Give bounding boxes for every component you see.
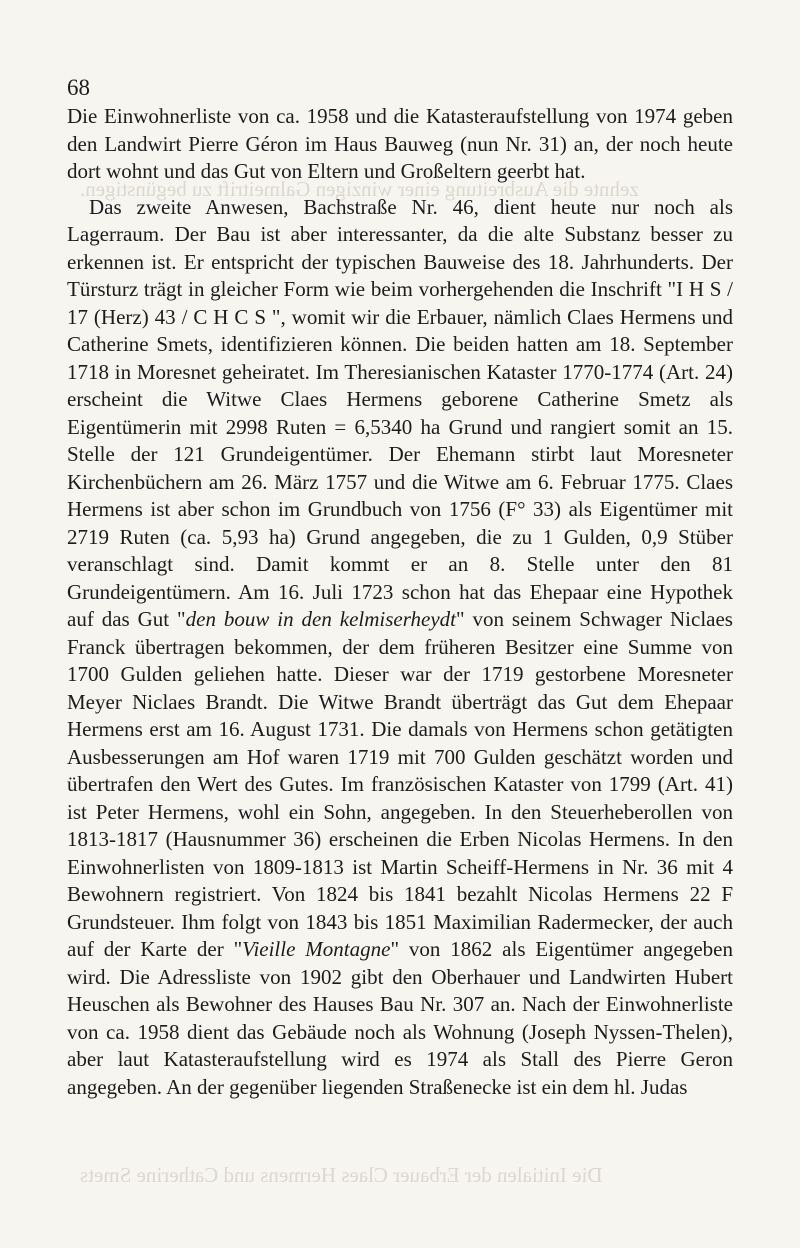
document-page bbox=[67, 74, 733, 1101]
show-through-text-bottom: Die Initialen der Erbauer Claes Hermens und Catherine Smets bbox=[80, 1163, 603, 1187]
show-through-text-top: zehnte die Ausbreitung einer winzigen Galmeitrift zu begünstigen. bbox=[80, 177, 639, 201]
paragraph-1: Die Einwohnerliste von ca. 1958 und die Katasteraufstellung von 1974 geben den Landwirt Pierre Géron im Haus Bauweg (nun Nr. 31) an, der noch heute dort wohnt und das Gut von Eltern und Großeltern geerbt hat. bbox=[67, 104, 733, 183]
paragraph-2 bbox=[67, 194, 733, 1102]
paragraph-2-text-3: " von 1862 als Eigentümer angegeben wird. Die Adressliste von 1902 gibt den Oberhauer und Landwirten Hubert Heuschen als Bewohner des Hauses Bau Nr. 307 an. Nach der Einwohnerliste von ca. 1958 dient das Gebäude noch als Wohnung (Joseph Nyssen-Thelen), aber laut Katasteraufstellung wird es 1974 als Stall des Pierre Geron angegeben. An der gegenüber liegenden Straßenecke ist ein dem hl. Judas bbox=[67, 937, 733, 1099]
paragraph-2-text-2: " von seinem Schwager Niclaes Franck übertragen bekommen, der dem früheren Besitzer eine Summe von 1700 Gulden geliehen hatte. Dieser war der 1719 gestorbene Moresneter Meyer Niclaes Brandt. Die Witwe Brandt überträgt das Gut dem Ehepaar Hermens erst am 16. August 1731. Die damals von Hermens schon getätigten Ausbesserungen am Hof waren 1719 mit 700 Gulden geschätzt worden und übertrafen den Wert des Gutes. Im französischen Kataster von 1799 (Art. 41) ist Peter Hermens, wohl ein Sohn, angegeben. In den Steuerheberollen von 1813-1817 (Hausnummer 36) erscheinen die Erben Nicolas Hermens. In den Einwohnerlisten von 1809-1813 ist Martin Scheiff-Hermens in Nr. 36 mit 4 Bewohnern registriert. Von 1824 bis 1841 bezahlt Nicolas Hermens 22 F Grundsteuer. Ihm folgt von 1843 bis 1851 Maximilian Radermecker, der auch auf der Karte der " bbox=[67, 607, 733, 961]
page-number: 68 bbox=[67, 75, 90, 100]
paragraph-2-italic-1: den bouw in den kelmiserheydt bbox=[185, 607, 456, 631]
paragraph-2-italic-2: Vieille Montagne bbox=[242, 937, 391, 961]
paragraph-2-text-1: Das zweite Anwesen, Bachstraße Nr. 46, dient heute nur noch als Lagerraum. Der Bau ist aber interessanter, da die alte Substanz besser zu erkennen ist. Er entspricht der typischen Bauweise des 18. Jahrhunderts. Der Türsturz trägt in gleicher Form wie beim vorhergehenden die Inschrift "I H S / 17 (Herz) 43 / C H C S ", womit wir die Erbauer, nämlich Claes Hermens und Catherine Smets, identifizieren können. Die beiden hatten am 18. September 1718 in Moresnet geheiratet. Im Theresianischen Kataster 1770-1774 (Art. 24) erscheint die Witwe Claes Hermens geborene Catherine Smetz als Eigentümerin mit 2998 Ruten = 6,5340 ha Grund und rangiert somit an 15. Stelle der 121 Grundeigentümer. Der Ehemann stirbt laut Moresneter Kirchenbüchern am 26. März 1757 und die Witwe am 6. Februar 1775. Claes Hermens ist aber schon im Grundbuch von 1756 (F° 33) als Eigentümer mit 2719 Ruten (ca. 5,93 ha) Grund angegeben, die zu 1 Gulden, 0,9 Stüber veranschlagt sind. Damit kommt er an 8. Stelle unter den 81 Grundeigentümern. Am 16. Juli 1723 schon hat das Ehepaar eine Hypothek auf das Gut " bbox=[67, 194, 733, 631]
